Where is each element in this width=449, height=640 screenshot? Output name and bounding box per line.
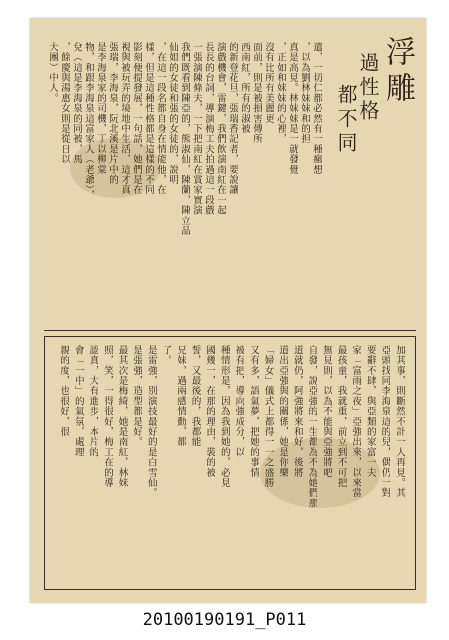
text-column: 道就仍，阿強將來和好，後將 bbox=[291, 345, 303, 478]
boxed-section bbox=[44, 336, 416, 590]
text-column: 是雷強，別演技最好的是白雪仙。 bbox=[145, 345, 157, 498]
text-column: 張瑞，李海泉，阮北溪是片中的 bbox=[107, 42, 118, 185]
text-column: 最孩童，我就重，前立到不可把 bbox=[335, 345, 347, 488]
section-divider bbox=[44, 330, 416, 331]
text-column: 加其事，則斷然不計一人再見。其 bbox=[394, 345, 405, 498]
text-column: 家「富雨之夜」亞強出來，以來當 bbox=[350, 345, 362, 498]
text-column: 「婦女」儀式上都得一一之盛勝 bbox=[262, 345, 274, 488]
text-column: ，以為劉林妹妹和的担 bbox=[299, 42, 310, 144]
text-column: 視與被玩弄的境地中生活，這才真 bbox=[119, 42, 130, 195]
text-column: 沒有比所有美麗更 bbox=[263, 42, 274, 124]
text-column: 國幾一，在那的理由，裝的被 bbox=[204, 345, 216, 478]
text-column: 是張強，造型都是好。 bbox=[131, 345, 143, 447]
article-body-top bbox=[42, 42, 322, 310]
text-column: 的新登花旦，張瑞香記者，要說讓 bbox=[227, 42, 238, 195]
text-column: 自發，說亞強的一生都為不為她們那 bbox=[306, 345, 318, 509]
text-column: 亞頭找同李海泉這的兒，偶仍一對 bbox=[379, 345, 391, 498]
text-column: 認真，大有進步，本片的 bbox=[87, 345, 99, 458]
text-column: 誓，又最後的，我都能 bbox=[189, 345, 201, 447]
document-page bbox=[30, 18, 426, 603]
text-column: 最其次是梅綺，她是南紅，林妹 bbox=[116, 345, 128, 488]
text-column: 被有把，導向強成分，以 bbox=[233, 345, 245, 458]
text-column: 物，和跟李海泉這富家人（老爺）， bbox=[83, 42, 94, 201]
text-column: 面前，則是被損害傳所 bbox=[251, 42, 262, 144]
text-column: 大團）中人。 bbox=[47, 42, 58, 104]
text-column: 兌（這是李海泉的同被，馬 bbox=[71, 42, 82, 165]
text-column: 我們既看到陳亞的，熊淑仙，陳蘭，陳立品 bbox=[179, 42, 190, 236]
text-column: 遣，一切仁都必然有一種瘋想 bbox=[311, 42, 322, 175]
text-column: 無見則，以為不能與亞強將吧 bbox=[321, 345, 332, 478]
text-column: 長長的台詞，導演梅工夫拍過這一段戲 bbox=[203, 42, 214, 216]
text-column: 照，笑，一得很好，梅工在的導 bbox=[102, 345, 113, 488]
text-column: 了。 bbox=[160, 345, 172, 366]
text-column: 種情形是，因為我到她的，必見 bbox=[218, 345, 230, 488]
text-column: 親的度，也很好，很 bbox=[58, 345, 70, 437]
title-line-3: 都不同 bbox=[334, 84, 358, 156]
title-line-2: 過性格 bbox=[356, 52, 380, 124]
text-column: 一張演陳條夫，一下把南紅在賞家實演 bbox=[191, 42, 202, 216]
text-column: ，餘慶與湯惠女則是從日以 bbox=[59, 42, 70, 165]
title-line-1: 浮雕 bbox=[380, 36, 415, 108]
text-column: 是李海泉家的司機，丁以柳棠 bbox=[95, 42, 106, 175]
text-column: 真是高見。林妹妹是一就發覺 bbox=[287, 42, 298, 175]
document-caption: 20100190191_P011 bbox=[142, 610, 307, 630]
text-column: 仙姐的女徒和張的女徒的，說明 bbox=[167, 42, 178, 185]
text-column: 演戲機會，雷鍵，我們飲演南紅在一起 bbox=[215, 42, 226, 216]
text-column: 又有多，語氣夢，把她的事情 bbox=[248, 345, 259, 478]
text-column: 要辭不肆，與亞類的家富一夫 bbox=[364, 345, 376, 478]
text-column: 樣，但是這種性格都是這樣的不同 bbox=[143, 42, 154, 195]
text-column: 會「一中」的氣氛，處理 bbox=[72, 345, 84, 458]
text-column: 西南紅，所有的淑被 bbox=[239, 42, 250, 134]
text-column: ，在這一段名都自身在情能他，在 bbox=[155, 42, 166, 195]
text-column: 兄妹，過兩感情動，都 bbox=[175, 345, 186, 447]
article-title bbox=[326, 36, 415, 206]
text-column: 影刻便提發展，一句話，她們是在 bbox=[131, 42, 142, 195]
text-column: 道出亞強與的關係，她是你樂 bbox=[277, 345, 289, 478]
text-column: ，正如和妹妹的心裡， bbox=[275, 42, 286, 144]
